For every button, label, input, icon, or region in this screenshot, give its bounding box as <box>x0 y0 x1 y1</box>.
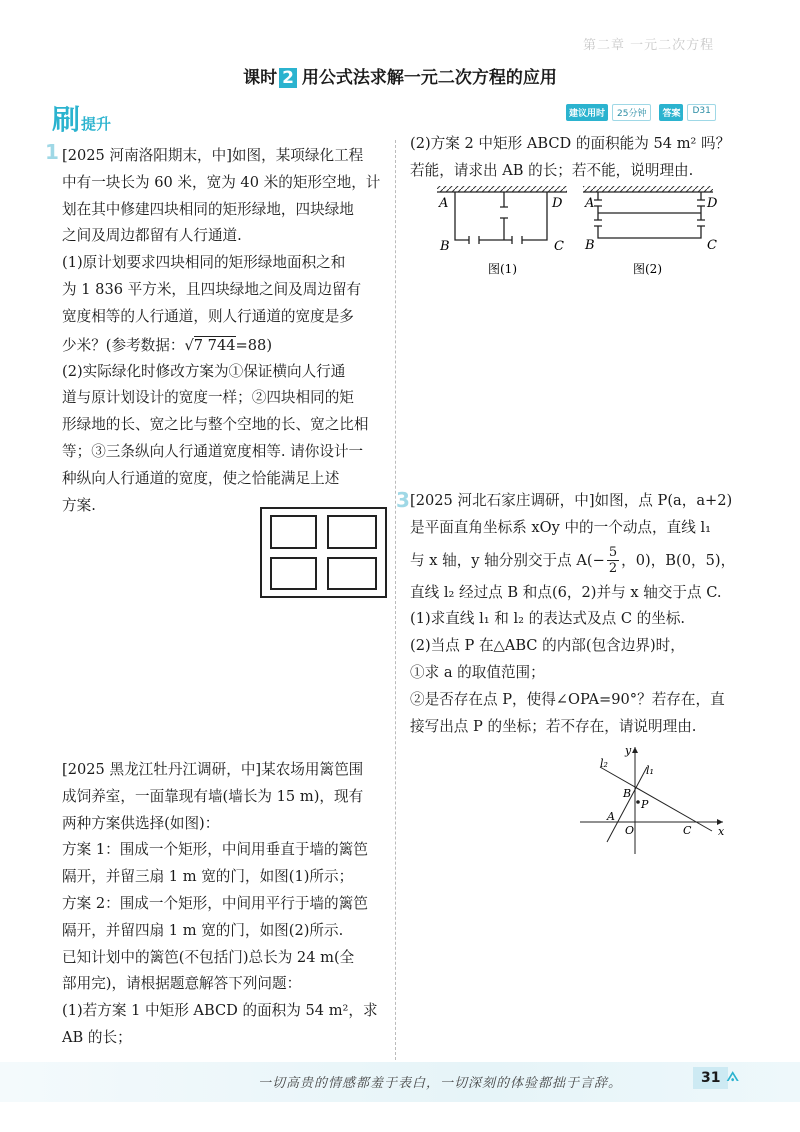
q1-line: 等；③三条纵向人行通道宽度相等. 请你设计一 <box>62 442 364 460</box>
answer-page: D31 <box>687 104 715 121</box>
q2-line: 方案 2：围成一个矩形，中间用平行于墙的篱笆 <box>62 894 368 912</box>
q2-line: [2025 黑龙江牡丹江调研，中]某农场用篱笆围 <box>62 761 364 778</box>
label-C: C <box>554 239 564 254</box>
q2-line: AB 的长； <box>62 1028 132 1046</box>
numerator: 5 <box>608 545 618 561</box>
q2-line: 部用完)，请根据题意解答下列问题： <box>62 975 302 993</box>
line-l2 <box>600 767 712 831</box>
A-label: A <box>607 810 615 823</box>
q2-line: (1)若方案 1 中矩形 ABCD 的面积为 54 m²，求 <box>62 1002 378 1020</box>
C-label: C <box>683 824 692 837</box>
page-number: 31 <box>693 1067 728 1089</box>
P-label: P <box>641 798 649 811</box>
q2-line: 两种方案供选择(如图)： <box>62 814 220 832</box>
lesson-title-text: 用公式法求解一元二次方程的应用 <box>301 68 557 88</box>
ref-result: =88) <box>235 336 273 354</box>
y-label: y <box>625 744 632 757</box>
q2-line: 方案 1：围成一个矩形，中间用垂直于墙的篱笆 <box>62 841 368 859</box>
compass-icon: ⟑ <box>726 1062 740 1087</box>
footer-motto: 一切高贵的情感都羞于表白，一切深刻的体验都拙于言辞。 <box>258 1076 623 1091</box>
question-number: 1 <box>45 140 59 164</box>
figure-2 <box>583 186 718 276</box>
q3-line: 接写出点 P 的坐标；若不存在，请说明理由. <box>410 717 697 735</box>
text: ，0)，B(0，5)， <box>621 551 736 569</box>
x-label: x <box>718 825 725 838</box>
q1-line: 道与原计划设计的宽度一样；②四块相同的矩 <box>62 389 354 407</box>
q3-line: ①求 a 的取值范围； <box>410 663 545 681</box>
figure-2-caption: 图(2) <box>633 262 662 276</box>
lesson-title <box>0 63 800 88</box>
label-B: B <box>440 239 450 254</box>
question-number: 3 <box>396 488 410 512</box>
q1-line: 方案. <box>62 496 96 514</box>
ref-text: 少米？(参考数据：√ <box>62 336 194 354</box>
q1-reference-line <box>62 331 380 359</box>
fence-figures <box>425 183 735 283</box>
figure-1-caption: 图(1) <box>488 262 517 276</box>
answer-label: 答案 <box>659 104 683 121</box>
fraction <box>607 545 619 576</box>
q1-line: 中有一块长为 60 米，宽为 40 米的矩形空地，计 <box>62 173 381 191</box>
q3-line: ②是否存在点 P，使得∠OPA=90°？若存在，直 <box>410 690 725 708</box>
label-D: D <box>552 196 563 211</box>
q1-line: (2)实际绿化时修改方案为①保证横向人行通 <box>62 362 346 380</box>
l1-label: l₁ <box>646 764 654 777</box>
radicand: 7 744 <box>193 336 236 354</box>
q1-line: 种纵向人行通道的宽度，使之恰能满足上述 <box>62 469 340 487</box>
q3-line: (1)求直线 l₁ 和 l₂ 的表达式及点 C 的坐标. <box>410 610 686 628</box>
coordinate-graph <box>575 742 730 860</box>
question-2-part-2 <box>410 131 730 185</box>
q1-line: 划在其中修建四块相同的矩形绿地，四块绿地 <box>62 200 354 218</box>
label-A: A <box>439 196 449 211</box>
q1-line: [2025 河南洛阳期末，中]如图，某项绿化工程 <box>62 147 364 164</box>
section-badges <box>566 104 720 121</box>
q1-line: 之间及周边都留有人行通道. <box>62 227 242 245</box>
text: 与 x 轴，y 轴分别交于点 A(− <box>410 551 605 569</box>
logo-big: 刷 <box>52 103 81 136</box>
q1-line: 形绿地的长、宽之比与整个空地的长、宽之比相 <box>62 416 369 434</box>
time-label: 建议用时 <box>566 104 608 121</box>
q3-line: 直线 l₂ 经过点 B 和点(6，2)并与 x 轴交于点 C. <box>410 583 722 601</box>
time-value: 25分钟 <box>612 104 651 121</box>
point-P <box>636 800 640 804</box>
section-logo <box>52 98 111 138</box>
q1-line: 宽度相等的人行通道，则人行通道的宽度是多 <box>62 307 354 325</box>
figure-1 <box>437 186 567 276</box>
green-plots-figure <box>260 507 388 599</box>
O-label: O <box>625 824 635 837</box>
question-3 <box>410 488 735 740</box>
logo-small: 提升 <box>81 115 112 133</box>
q3-fraction-line <box>410 542 735 580</box>
denominator: 2 <box>608 561 618 577</box>
label-D: D <box>707 196 718 211</box>
column-divider <box>395 140 396 1060</box>
q2-line: 若能，请求出 AB 的长；若不能，说明理由. <box>410 161 694 179</box>
q2-line: 成饲养室，一面靠现有墙(墙长为 15 m)，现有 <box>62 787 364 805</box>
q3-line: 是平面直角坐标系 xOy 中的一个动点，直线 l₁ <box>410 518 711 536</box>
l2-label: l₂ <box>600 757 608 770</box>
q2-line: 隔开，并留四扇 1 m 宽的门，如图(2)所示. <box>62 921 344 939</box>
label-A: A <box>585 196 595 211</box>
lesson-number: 2 <box>279 68 297 88</box>
q3-line: (2)当点 P 在△ABC 的内部(包含边界)时， <box>410 637 685 655</box>
question-1 <box>62 143 380 519</box>
B-label: B <box>623 787 632 800</box>
q1-line: (1)原计划要求四块相同的矩形绿地面积之和 <box>62 254 346 272</box>
q2-line: (2)方案 2 中矩形 ABCD 的面积能为 54 m² 吗？ <box>410 135 731 152</box>
question-2 <box>62 757 378 1052</box>
lesson-label: 课时 <box>243 68 278 88</box>
label-B: B <box>585 238 595 253</box>
q2-line: 隔开，并留三扇 1 m 宽的门，如图(1)所示； <box>62 868 354 886</box>
q2-line: 已知计划中的篱笆(不包括门)总长为 24 m(全 <box>62 948 355 966</box>
q1-line: 为 1 836 平方米，且四块绿地之间及周边留有 <box>62 280 362 298</box>
label-C: C <box>707 238 717 253</box>
q3-line: [2025 河北石家庄调研，中]如图，点 P(a，a+2) <box>410 492 733 509</box>
chapter-header: 第二章 一元二次方程 <box>583 38 715 53</box>
